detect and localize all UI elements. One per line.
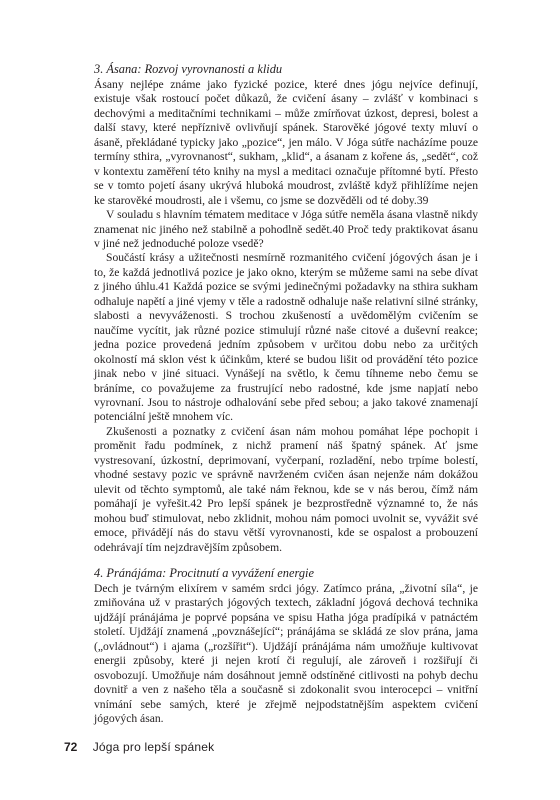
paragraph: V souladu s hlavním tématem meditace v Jóga sútře neměla ásana vlastně nikdy znamenat nic jiného než stabilně a pohodlně sedět.40 Proč tedy praktikovat ásanu v jiné než jednoduché poloze vsedě?	[94, 208, 478, 250]
section-heading-asana: 3. Ásana: Rozvoj vyrovnanosti a klidu	[94, 62, 283, 76]
section-heading-pranayama: 4. Pránájáma: Procitnutí a vyvážení energie	[94, 565, 314, 580]
book-title: Jóga pro lepší spánek	[92, 740, 215, 754]
paragraph: Dech je tvárným elixírem v samém srdci jógy. Zatímco prána, „životní síla“, je zmiňována už v prastarých jógových textech, základní jógová dechová technika ujdžájí pránájáma je poprvé popsána ve spisu Hatha jóga pradípiká v patnáctém století. Ujdžájí znamená „povznášející“; pránájáma se skládá ze slov prána, jama („ovládnout“) i ajama („rozšířit“). Ujdžájí pránájáma nám umožňuje kultivovat energii způsoby, které ji nejen krotí či regulují, ale zároveň i rozšiřují či osvobozují. Umožňuje nám dosáhnout jemně odstíněné citlivosti na pohyb dechu dovnitř a ven z našeho těla a současně si zdokonalit svou interocepci – vnitřní vnímání sebe samých, které je zřejmě nejpodstatnějším aspektem cvičení jógových ásan.	[94, 581, 478, 726]
page-number: 72	[64, 740, 78, 754]
paragraph: Ásany nejlépe známe jako fyzické pozice, které dnes jógu nejvíce definují, existuje však rostoucí počet důkazů, že cvičení ásany – zvlášť v kombinaci s dechovými a meditačními technikami – může zmírňovat úzkost, depresi, bolest a další stavy, které nepříznivě ovlivňují spánek. Starověké jógové texty mluví o ásaně, překládané typicky jako „pozice“, jen málo. V Jóga sútře nacházíme pouze termíny sthira, „vyrovnanost“, sukham, „klid“, a ásanam z kořene ás, „sedět“, což v kontextu zaměření této knihy na mysl a meditaci označuje přítomné bytí. Přesto se v tomto pojetí ásany ukrývá hluboká moudrost, zvláště když přihlížíme nejen ke starověké moudrosti, ale i všemu, co jsme se dozvěděli od té doby.39	[94, 78, 478, 207]
paragraph: Součástí krásy a užitečnosti nesmírně rozmanitého cvičení jógových ásan je i to, že každá jednotlivá pozice je jako okno, kterým se můžeme sami na sebe dívat z jiného úhlu.41 Každá pozice se svými jedinečnými požadavky na sthira sukham odhaluje napětí a jiné vjemy v těle a radostně odhaluje naše relativní silné stránky, slabosti a nevyváženosti. S trochou zkušeností a uvědomělým cvičením se naučíme vycítit, jak různé pozice stimulují různé naše citové a duševní reakce; jedna pozice provedená jedním způsobem v určitou dobu nebo za určitých okolností má sklon vést k účinkům, které se budou lišit od provádění této pozice jinak nebo v jiné situaci. Vynášejí na světlo, k čemu tíhneme nebo čemu se bráníme, co považujeme za frustrující nebo radostné, kde jsme napjatí nebo vyrovnaní. Jsou to nástroje odhalování sebe před sebou; a jako takové znamenají potenciální ještě mnohem víc.	[94, 251, 478, 424]
paragraph: Zkušenosti a poznatky z cvičení ásan nám mohou pomáhat lépe pochopit i proměnit řadu podmínek, z nichž pramení náš špatný spánek. Ať jsme vystresovaní, úzkostní, deprimovaní, vyčerpaní, rozladění, nebo trpíme bolestí, vhodné sestavy pozic ve správně navrženém cvičen ásan nejenže nám dokážou ulevit od těchto symptomů, ale také nám řeknou, kde se v nás berou, čímž nám pomáhají je vyřešit.42 Pro lepší spánek je bezprostředně významné to, že nás mohou buď stimulovat, nebo zklidnit, mohou nám pomoci uvolnit se, vyvážit své emoce, přivádějí nás do stavu větší vyrovnanosti, kde se ospalost a probouzení odehrávají tím nejzdravějším způsobem.	[94, 424, 478, 554]
page-body	[94, 62, 478, 726]
page-footer	[64, 740, 214, 754]
